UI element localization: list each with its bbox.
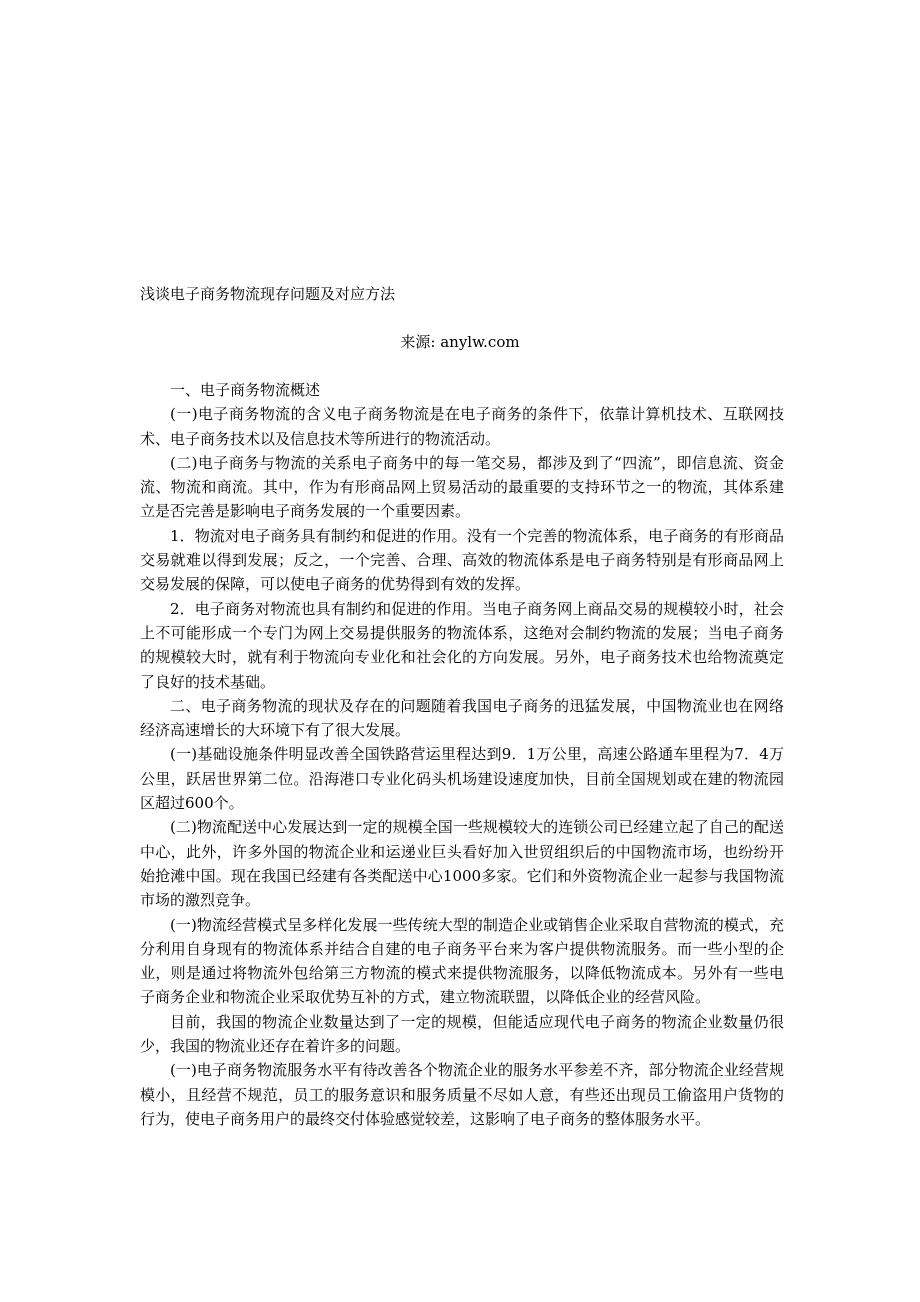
paragraph: (二)物流配送中心发展达到一定的规模全国一些规模较大的连锁公司已经建立起了自己的配送中心，此外，许多外国的物流企业和运递业巨头看好加入世贸组织后的中国物流市场，也纷纷开始抢滩中国。现在我国已经建有各类配送中心1000多家。它们和外资物流企业一起参与我国物流市场的激烈竞争。 xyxy=(140,818,784,910)
paragraph: (一)电子商务物流的含义电子商务物流是在电子商务的条件下，依靠计算机技术、互联网技术、电子商务技术以及信息技术等所进行的物流活动。 xyxy=(140,405,784,448)
section-heading: 一、电子商务物流概述 xyxy=(170,381,321,399)
section-heading: 二、电子商务物流的现状及存在的问题随着我国电子商务的迅猛发展，中国物流业也在网络经济高速增长的大环境下有了很大发展。 xyxy=(140,696,784,740)
document-title: 浅谈电子商务物流现存问题及对应方法 xyxy=(140,285,396,303)
paragraph: 1．物流对电子商务具有制约和促进的作用。没有一个完善的物流体系，电子商务的有形商品交易就难以得到发展；反之，一个完善、合理、高效的物流体系是电子商务特别是有形商品网上交易发展的保障，可以使电子商务的优势得到有效的发挥。 xyxy=(140,526,784,594)
paragraph: 2．电子商务对物流也具有制约和促进的作用。当电子商务网上商品交易的规模较小时，社会上不可能形成一个专门为网上交易提供服务的物流体系，这绝对会制约物流的发展；当电子商务的规模较大时，就有利于物流向专业化和社会化的方向发展。另外，电子商务技术也给物流奠定了良好的技术基础。 xyxy=(140,599,784,691)
paragraph: (二)电子商务与物流的关系电子商务中的每一笔交易，都涉及到了“四流”，即信息流、资金流、物流和商流。其中，作为有形商品网上贸易活动的最重要的支持环节之一的物流，其体系建立是否完善是影响电子商务发展的一个重要因素。 xyxy=(140,453,784,521)
document-body xyxy=(140,378,784,1131)
paragraph: (一)电子商务物流服务水平有待改善各个物流企业的服务水平参差不齐，部分物流企业经营规模小，且经营不规范，员工的服务意识和服务质量不尽如人意，有些还出现员工偷盗用户货物的行为，使电子商务用户的最终交付体验感觉较差，这影响了电子商务的整体服务水平。 xyxy=(140,1061,784,1128)
paragraph: (一)物流经营模式呈多样化发展一些传统大型的制造企业或销售企业采取自营物流的模式，充分利用自身现有的物流体系并结合自建的电子商务平台来为客户提供物流服务。而一些小型的企业，则是通过将物流外包给第三方物流的模式来提供物流服务，以降低物流成本。另外有一些电子商务企业和物流企业采取优势互补的方式，建立物流联盟，以降低企业的经营风险。 xyxy=(140,915,784,1007)
paragraph: (一)基础设施条件明显改善全国铁路营运里程达到9．1万公里，高速公路通车里程为7．4万公里，跃居世界第二位。沿海港口专业化码头机场建设速度加快，目前全国规划或在建的物流园区超过600个。 xyxy=(140,745,784,813)
paragraph: 目前，我国的物流企业数量达到了一定的规模，但能适应现代电子商务的物流企业数量仍很少，我国的物流业还存在着许多的问题。 xyxy=(140,1012,784,1056)
document-source: 来源: anylw.com xyxy=(400,333,520,351)
